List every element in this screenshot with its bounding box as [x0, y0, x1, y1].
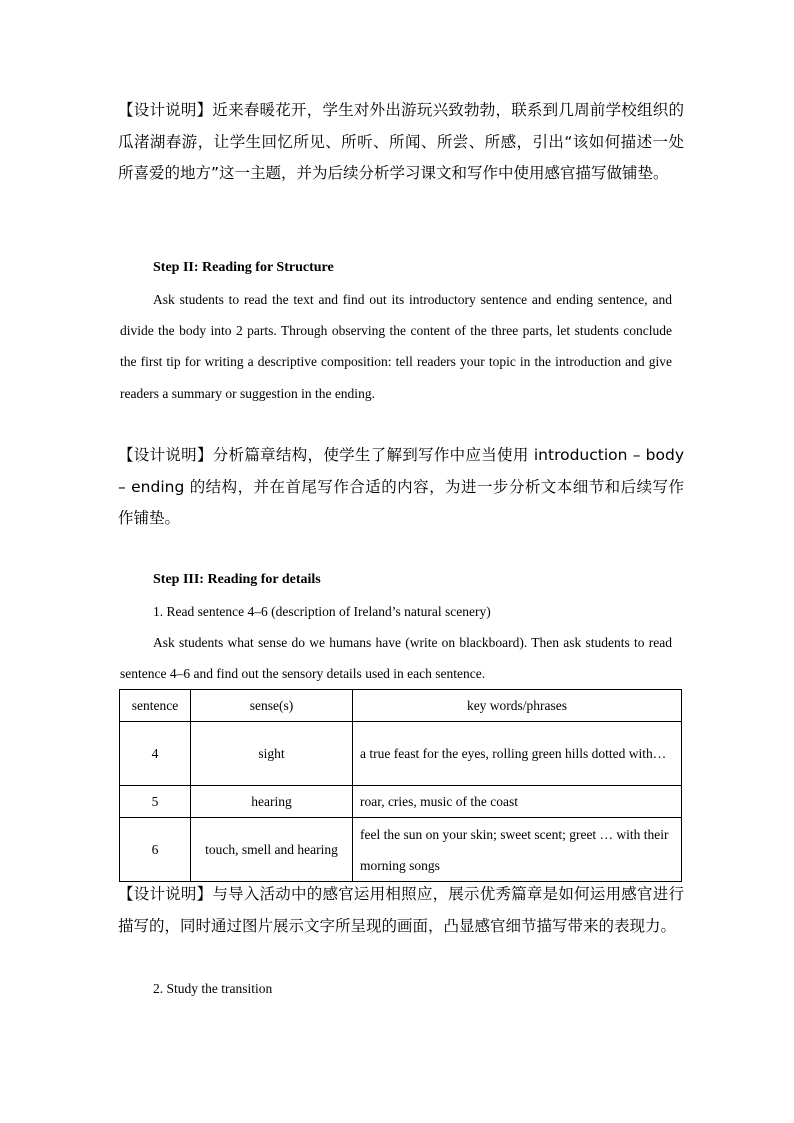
step3-heading: Step III: Reading for details — [153, 572, 321, 587]
step3-body: Ask students what sense do we humans have (write on blackboard). Then ask students to read sentence 4–6 and find out the sensory details used in each sentence. — [120, 635, 672, 682]
header-sentence: sentence — [120, 690, 191, 722]
cell-sense: touch, smell and hearing — [191, 818, 353, 882]
cell-sentence: 5 — [120, 786, 191, 818]
table-row — [120, 722, 682, 786]
sensory-details-table — [119, 689, 682, 882]
step2-heading: Step II: Reading for Structure — [153, 260, 334, 275]
header-senses: sense(s) — [191, 690, 353, 722]
design-note-2: 【设计说明】分析篇章结构，使学生了解到写作中应当使用 introduction – body – ending 的结构，并在首尾写作合适的内容，为进一步分析文本细节和后续写作作铺垫。 — [118, 446, 684, 527]
step3-item2: 2. Study the transition — [153, 981, 273, 996]
step2-body: Ask students to read the text and find out its introductory sentence and ending sentence, and divide the body into 2 parts. Through observing the content of the three parts, let students conclude the first tip for writing a descriptive composition: tell readers your topic in the introduction and give readers a summary or suggestion in the ending. — [120, 292, 672, 401]
cell-key-words: feel the sun on your skin; sweet scent; greet … with their morning songs — [353, 818, 682, 882]
cell-sense: sight — [191, 722, 353, 786]
step3-item1: 1. Read sentence 4–6 (description of Ireland’s natural scenery) — [153, 604, 491, 619]
cell-sense: hearing — [191, 786, 353, 818]
table-row — [120, 818, 682, 882]
cell-sentence: 6 — [120, 818, 191, 882]
cell-key-words: a true feast for the eyes, rolling green hills dotted with… — [353, 722, 682, 786]
table-header-row — [120, 690, 682, 722]
design-note-1: 【设计说明】近来春暖花开，学生对外出游玩兴致勃勃，联系到几周前学校组织的瓜渚湖春游，让学生回忆所见、所听、所闻、所尝、所感，引出“该如何描述一处所喜爱的地方”这一主题，并为后续分析学习课文和写作中使用感官描写做铺垫。 — [118, 101, 684, 182]
table-row — [120, 786, 682, 818]
cell-sentence: 4 — [120, 722, 191, 786]
cell-key-words: roar, cries, music of the coast — [353, 786, 682, 818]
header-key-words: key words/phrases — [353, 690, 682, 722]
design-note-3: 【设计说明】与导入活动中的感官运用相照应，展示优秀篇章是如何运用感官进行描写的，同时通过图片展示文字所呈现的画面，凸显感官细节描写带来的表现力。 — [118, 885, 684, 935]
